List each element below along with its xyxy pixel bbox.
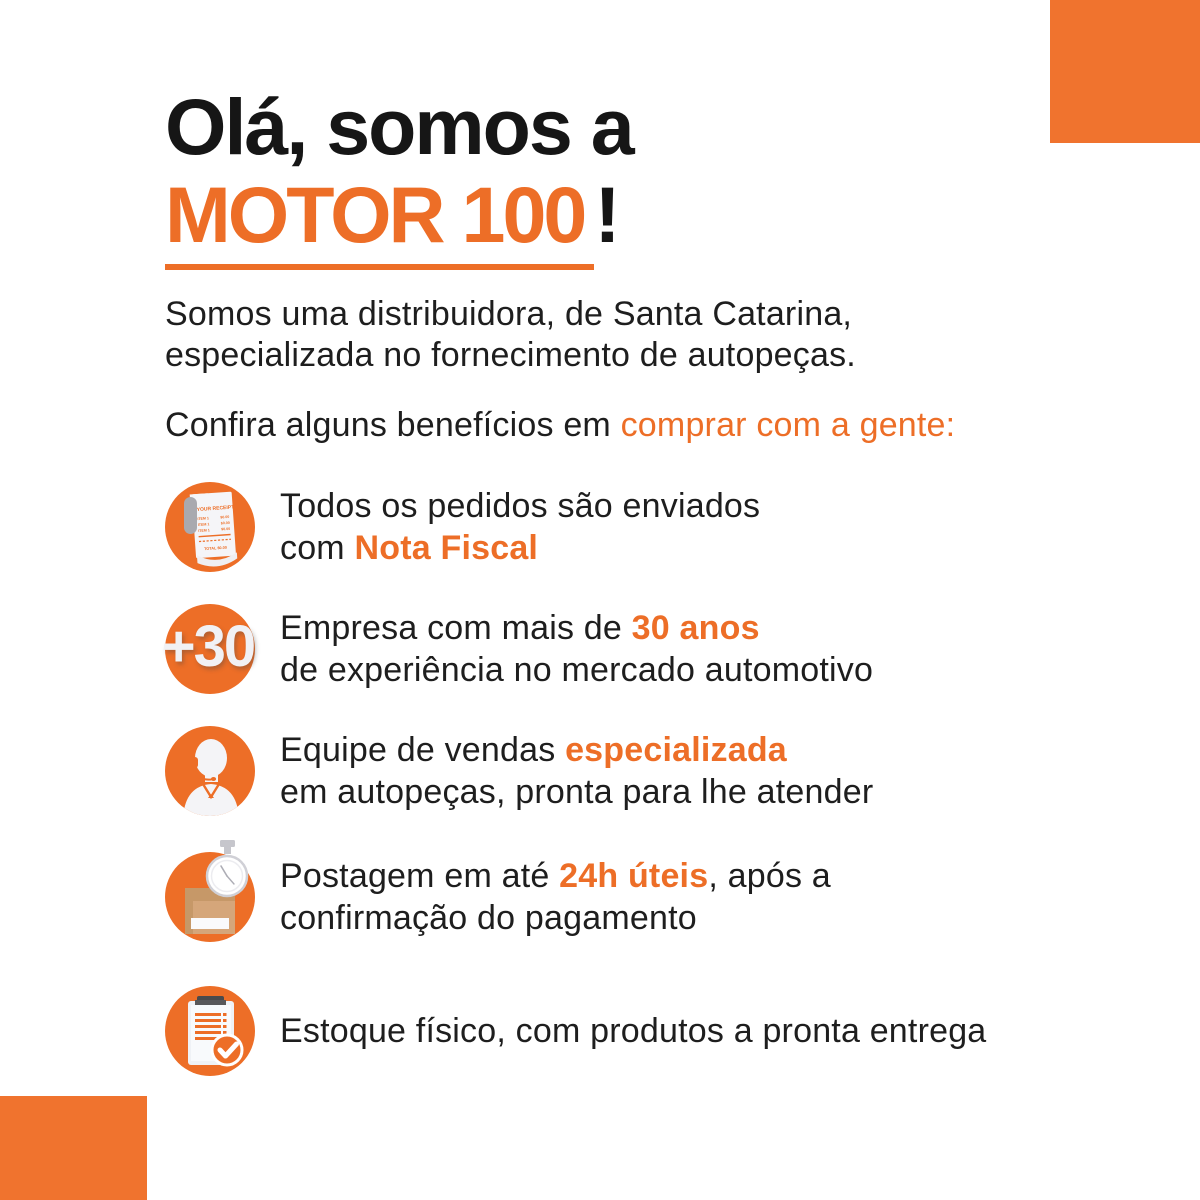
svg-text:ITEM 1: ITEM 1 xyxy=(197,516,210,522)
plus-30-icon xyxy=(161,604,255,694)
lead-accent-text: comprar com a gente: xyxy=(620,406,956,444)
benefit-3-highlight: especializada xyxy=(565,731,787,769)
benefit-item-estoque xyxy=(165,986,1095,1076)
benefits-lead xyxy=(165,404,1095,446)
stock-checklist-icon xyxy=(165,986,255,1076)
corner-square-bottom-left xyxy=(0,1096,147,1200)
brand-name: MOTOR 100 xyxy=(165,174,594,270)
svg-text:$0.00: $0.00 xyxy=(220,520,230,526)
benefit-2-line-2: de experiência no mercado automotivo xyxy=(280,651,874,689)
benefit-item-nota-fiscal xyxy=(165,482,1095,572)
intro-line-1: Somos uma distribuidora, de Santa Catarina, xyxy=(165,295,853,333)
svg-text:TOTAL $0.00: TOTAL $0.00 xyxy=(203,545,228,552)
benefit-item-30-anos xyxy=(161,604,1095,694)
svg-text:$0.00: $0.00 xyxy=(220,514,230,520)
lead-plain-text: Confira alguns benefícios em xyxy=(165,406,621,444)
benefit-text-30-anos xyxy=(280,607,873,691)
benefit-4-line-1: Postagem em até xyxy=(280,857,560,895)
intro-paragraph xyxy=(165,294,1095,376)
benefit-text-postagem xyxy=(280,855,831,939)
benefit-1-line-1: Todos os pedidos são enviados xyxy=(280,487,761,525)
page-title-greeting: Olá, somos a xyxy=(165,82,633,171)
main-content xyxy=(161,82,1095,1108)
benefit-text-equipe xyxy=(280,729,873,813)
benefit-4-line-2: confirmação do pagamento xyxy=(280,899,697,937)
svg-text:ITEM 1: ITEM 1 xyxy=(197,522,210,528)
benefit-3-line-1: Equipe de vendas xyxy=(280,731,566,769)
benefit-4-highlight: 24h úteis xyxy=(559,857,709,895)
brand-exclamation: ! xyxy=(594,170,618,259)
benefit-text-estoque xyxy=(280,1010,986,1052)
plus-30-badge-text: +30 xyxy=(161,613,255,679)
support-agent-icon xyxy=(165,726,255,816)
benefit-2-line-1: Empresa com mais de xyxy=(280,609,632,647)
svg-text:$0.00: $0.00 xyxy=(221,526,231,532)
benefit-5-line-1: Estoque físico, com produtos a pronta entrega xyxy=(280,1012,987,1050)
benefit-2-highlight: 30 anos xyxy=(631,609,760,647)
benefit-1-highlight: Nota Fiscal xyxy=(354,529,539,567)
benefit-item-postagem xyxy=(165,852,1095,942)
shipping-timer-icon xyxy=(165,852,255,942)
svg-text:ITEM 1: ITEM 1 xyxy=(198,528,210,534)
benefit-text-nota-fiscal xyxy=(280,485,760,569)
intro-line-2: especializada no fornecimento de autopeças. xyxy=(165,336,856,374)
svg-text:YOUR RECEIPT: YOUR RECEIPT xyxy=(196,504,235,514)
benefit-3-line-2: em autopeças, pronta para lhe atender xyxy=(280,773,874,811)
page-title-brand-line xyxy=(165,170,1095,270)
benefit-item-equipe xyxy=(165,726,1095,816)
benefit-4-line-1-tail: , após a xyxy=(708,857,831,895)
benefit-1-line-2: com xyxy=(280,529,355,567)
benefits-list xyxy=(161,482,1095,1076)
receipt-icon xyxy=(165,482,255,572)
